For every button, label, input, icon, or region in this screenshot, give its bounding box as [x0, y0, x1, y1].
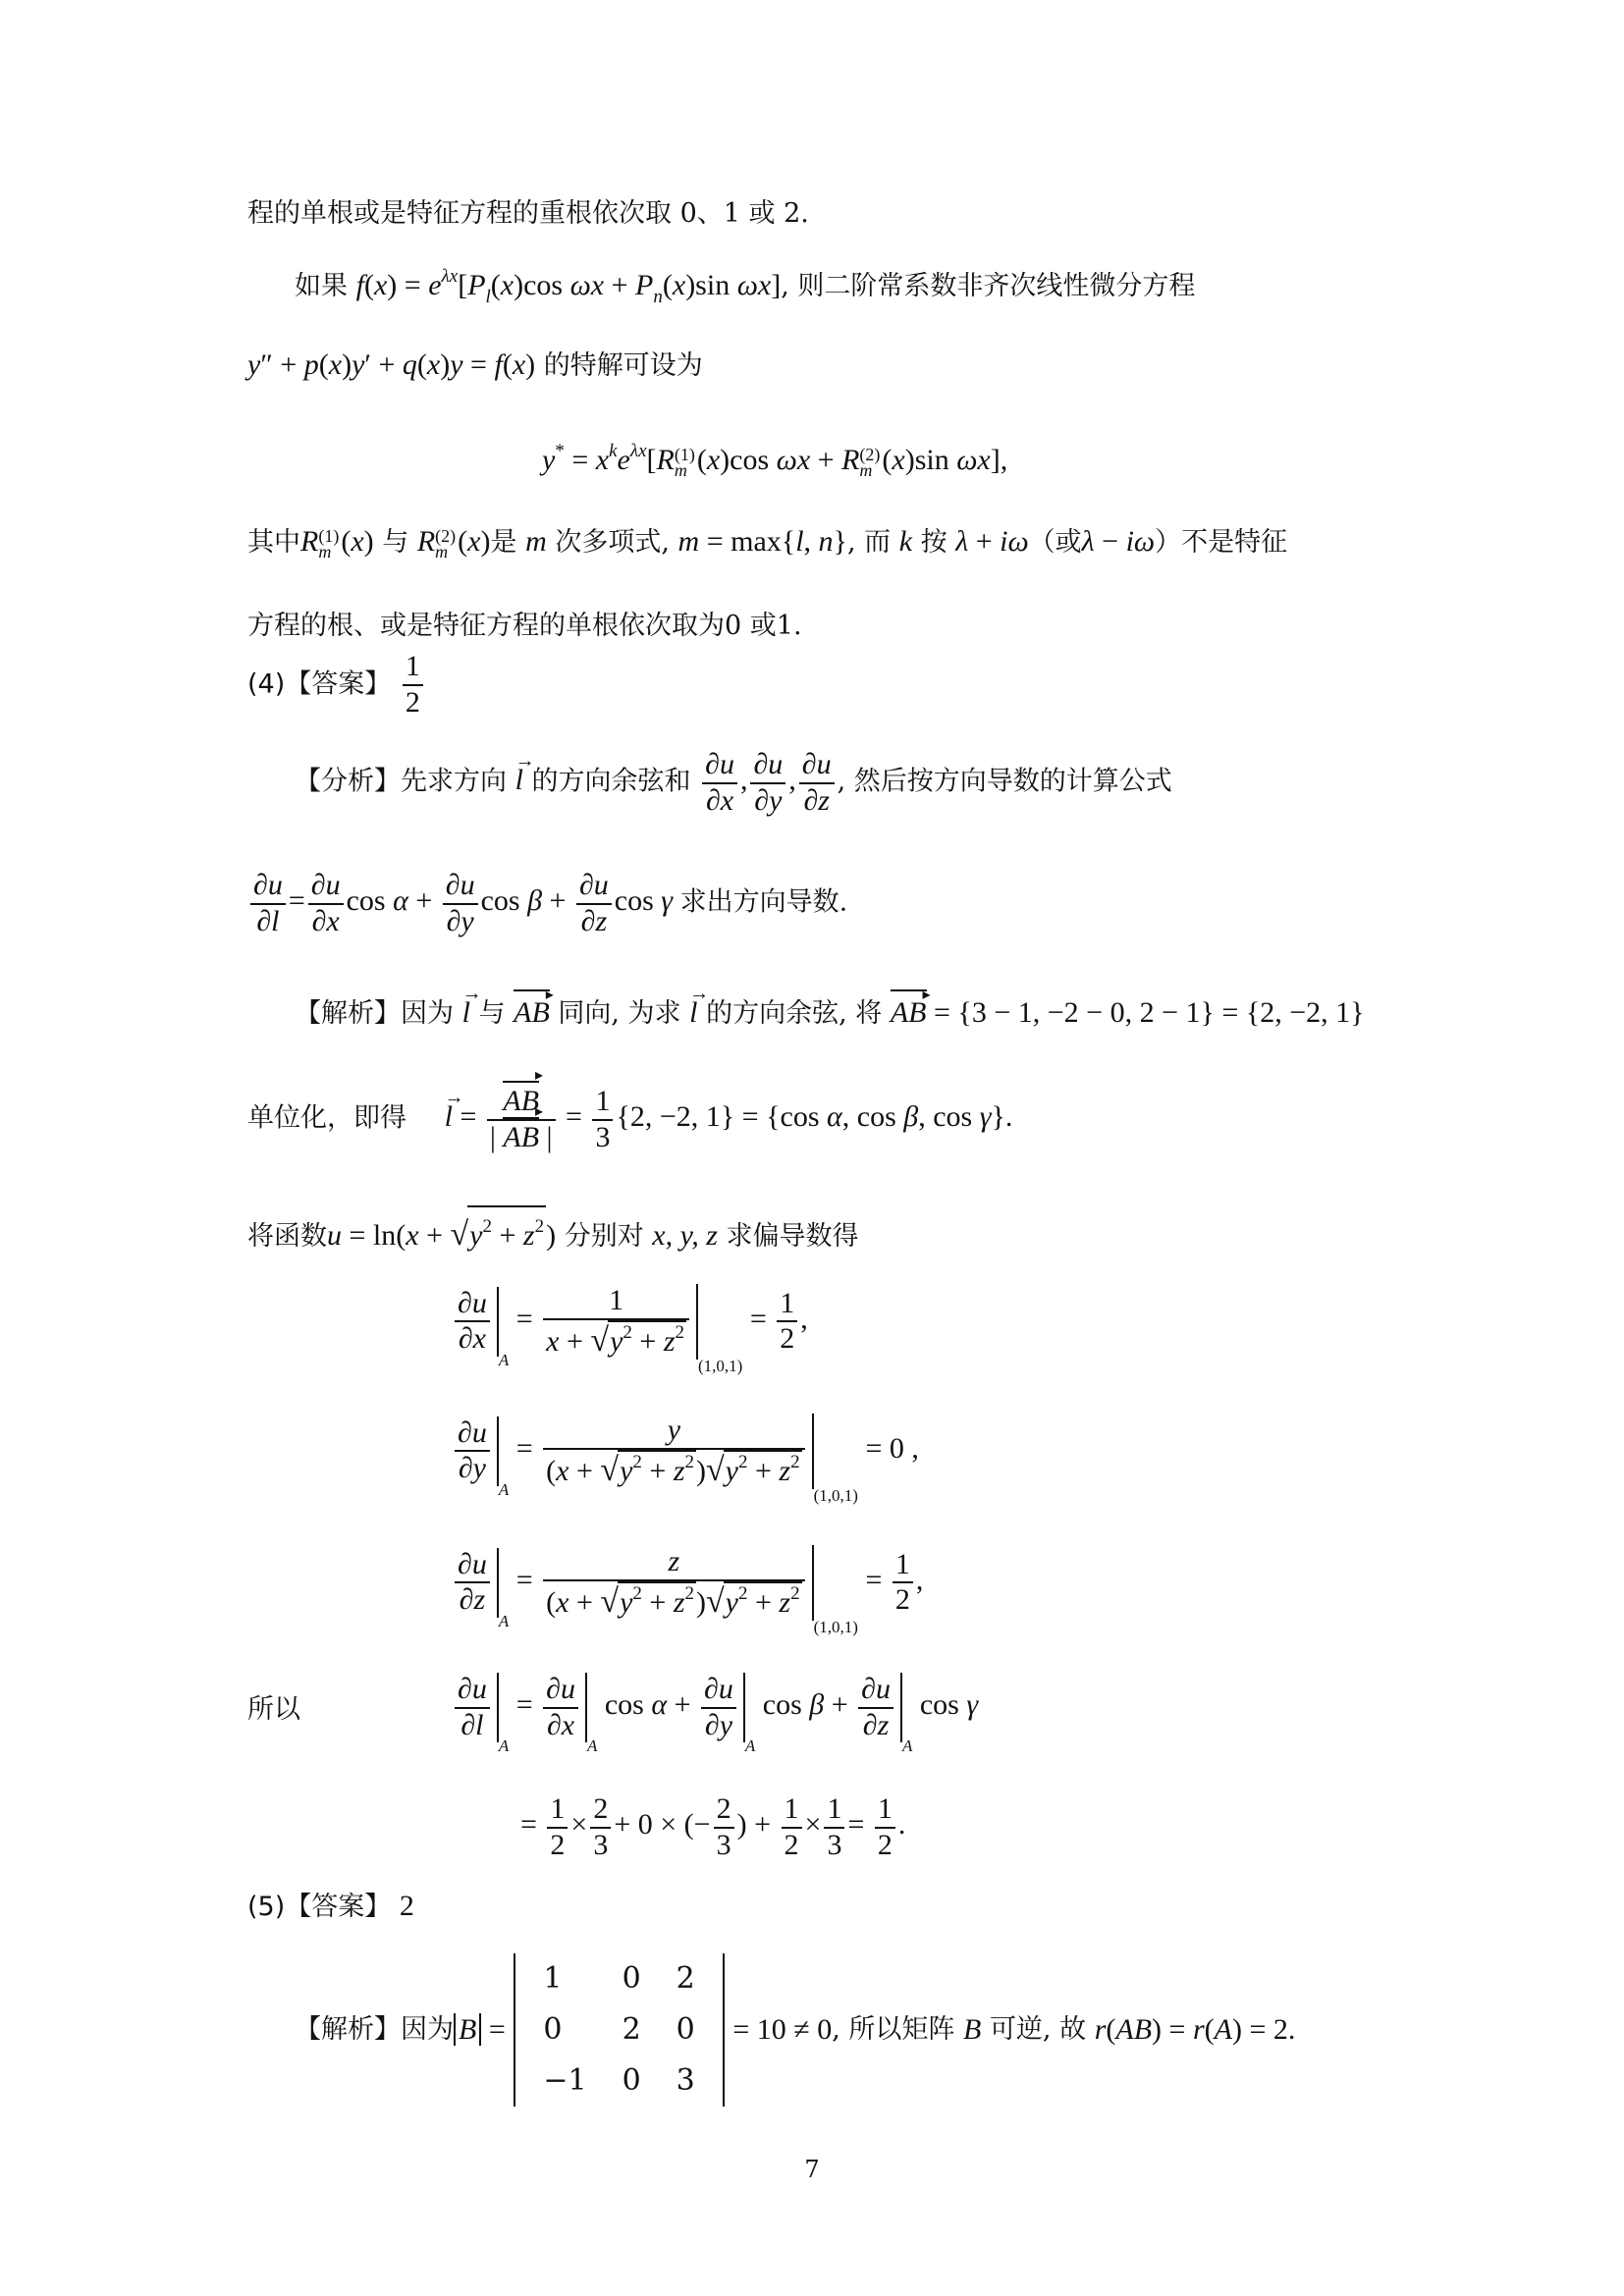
solution-text4: 的方向余弦, 将: [706, 998, 883, 1029]
vector-ab-components: AB ▸ = {3 − 1, −2 − 0, 2 − 1} = {2, −2, 1}: [891, 996, 1365, 1029]
matrix-cell: −1: [543, 2063, 587, 2098]
partial-y-equation: $\frac{\partial u}{\partial y}$ $_A$ = $\frac{y}{(x + √y^2 + z^2)√y^2 + z^2}$ $_{(1,0,1)}$ = 0 ,: [452, 1414, 919, 1516]
analysis-text4: 求出方向导数.: [679, 886, 848, 918]
so-label: 所以: [247, 1694, 300, 1725]
partial-z-equation: $\frac{\partial u}{\partial z}$ $_A$ = $\frac{z}{(x + √y^2 + z^2)√y^2 + z^2}$ $_{(1,0,1)}$ = $\frac{1}{2}$ ,: [452, 1545, 923, 1647]
solution-text3: 同向, 为求: [558, 998, 681, 1029]
analysis-label: 【分析】: [295, 766, 401, 797]
line5-f: 按: [920, 527, 947, 558]
q4-answer: [247, 650, 426, 720]
q5-text2: , 所以矩阵: [832, 2014, 955, 2045]
line5-a: 其中: [247, 527, 300, 558]
formula-fx: $f(x) = e^{\lambda x}[P_l(x)\cos$ $\omega x + P_n(x)\sin$ ωx]: [355, 266, 782, 307]
analysis-line: [295, 748, 1172, 818]
matrix-cell: 2: [676, 1961, 695, 1996]
directional-derivative-result: $\frac{\partial u}{\partial l}$ $_A$ = $\frac{\partial u}{\partial x}$ $_A$ cos α + $\frac{\partial u}{\partial y}$ $_A$ cos β + $\frac{\partial u}{\partial z}$ $_A$ cos γ: [452, 1673, 978, 1766]
solution-text1: 因为: [401, 998, 454, 1029]
partial-text1: 将函数: [247, 1221, 327, 1252]
q5-solution-label: 【解析】: [295, 2014, 401, 2045]
q4-label: (4)【答案】: [247, 668, 392, 700]
line6-text: 方程的根、或是特征方程的单根依次取为0 或1.: [247, 611, 802, 641]
vector-l-3: → l: [689, 993, 697, 1033]
matrix-cell: 0: [622, 1961, 641, 1996]
directional-derivative-value: = $\frac{1}{2}$ × $\frac{2}{3}$ + 0 × (− $\frac{2}{3}$ ) + $\frac{1}{2}$ × $\frac{1}{3}$ = $\frac{1}{2}$ .: [520, 1792, 906, 1861]
vector-l-2: → l: [462, 993, 470, 1033]
line5-d: 次多项式,: [555, 527, 670, 558]
line5-e: , 而: [846, 527, 892, 558]
q4-answer-fraction: [403, 650, 423, 720]
formula-ystar: $y^* = x^ke^{\lambda x}[R$ (1) m (x)cos ωx + R (2) m (x)sin ωx],: [542, 441, 1008, 481]
vector-l: → l: [515, 761, 523, 800]
page-number: 7: [804, 2156, 820, 2183]
variables-xyz: x, y, z: [652, 1219, 718, 1252]
matrix-cell: 1: [543, 1961, 563, 1996]
unit-text: 单位化，即得: [247, 1102, 406, 1134]
solution-line: [295, 993, 1365, 1034]
matrix-cell: 3: [676, 2063, 695, 2098]
function-u: $u = \ln(x + √y^2 + z^2)$: [327, 1219, 556, 1252]
unit-vector-line: [247, 1085, 1012, 1154]
line2-post: , 则二阶常系数非齐次线性微分方程: [781, 271, 1196, 301]
q4-answer-den: 2: [405, 685, 420, 719]
formula-ode: y″ + p(x)y′ + q(x)y = f(x): [247, 348, 536, 381]
q5-text3: 可逆, 故: [989, 2014, 1087, 2045]
analysis-text1: 先求方向: [401, 766, 507, 797]
q5-answer-value: 2: [399, 1890, 414, 1922]
directional-derivative-formula: $\frac{\partial u}{\partial l}$ = $\frac{\partial u}{\partial x}$ cos α + $\frac{\partial u}{\partial y}$ cos β + $\frac{\partial u}{\partial z}$ cos γ 求出方向导数.: [247, 869, 847, 938]
matrix-cell: 0: [543, 2012, 563, 2047]
solution-label: 【解析】: [295, 998, 401, 1029]
matrix-cell: 2: [622, 2012, 641, 2047]
partial-x-equation: $\frac{\partial u}{\partial x}$ $_A$ = $\frac{1}{x + √y^2 + z^2}$ $_{(1,0,1)}$ = $\frac{1}{2}$ ,: [452, 1284, 808, 1386]
line5-h: ）不是特征: [1155, 527, 1288, 558]
q5-text1: 因为: [401, 2014, 454, 2045]
text-line-2: [295, 257, 1195, 317]
analysis-text2: 的方向余弦和: [531, 766, 691, 797]
partial-intro-line: [247, 1205, 859, 1256]
q5-label: (5)【答案】: [247, 1892, 392, 1922]
text-line-6: [247, 607, 802, 646]
line5-c: 是: [490, 527, 517, 558]
so-text: [247, 1690, 300, 1730]
line5-g: （或: [1028, 527, 1082, 558]
matrix-cell: 0: [676, 2012, 695, 2047]
analysis-text3: , 然后按方向导数的计算公式: [837, 766, 1172, 797]
matrix-cell: 0: [622, 2063, 641, 2098]
solution-text2: 与: [478, 998, 506, 1029]
partial-text2: 分别对: [564, 1221, 644, 1252]
q5-answer: [247, 1887, 414, 1927]
q4-answer-num: 1: [403, 650, 423, 686]
text-line-3: [247, 346, 703, 386]
line3-post: 的特解可设为: [543, 350, 703, 381]
partials-list: $\frac{\partial u}{\partial x}$ , $\frac{\partial u}{\partial y}$ , $\frac{\partial u}{\partial z}$: [699, 764, 837, 796]
vector-ab: AB ▸: [514, 993, 550, 1033]
line1-text: 程的单根或是特征方程的重根依次取 0、1 或 2.: [247, 198, 809, 229]
line2-pre: 如果: [295, 271, 348, 301]
unit-vector-formula: → l = $\frac{AB ▸}{| AB ▸ |}$ = $\frac{1}{3}$ {2, −2, 1} = {cos α, cos β, cos γ}.: [445, 1100, 1013, 1133]
text-line-1: [247, 194, 809, 234]
text-line-5: 其中R (1) m (x) 与 R (2) m (x)是 m 次多项式, m = max{l, n}, 而 k 按 λ + iω（或λ − iω）不是特征: [247, 525, 1288, 562]
q5-solution: 【解析】因为 B = 1 0 2 0 2 0 −1 0 3 = 10 ≠ 0, 所以矩阵 B 可逆, 故 r(AB) = r(A) = 2.: [295, 1953, 1295, 2107]
partial-text3: 求偏导数得: [726, 1221, 859, 1252]
determinant-matrix: [514, 1953, 724, 2107]
line5-b: 与: [382, 527, 409, 558]
